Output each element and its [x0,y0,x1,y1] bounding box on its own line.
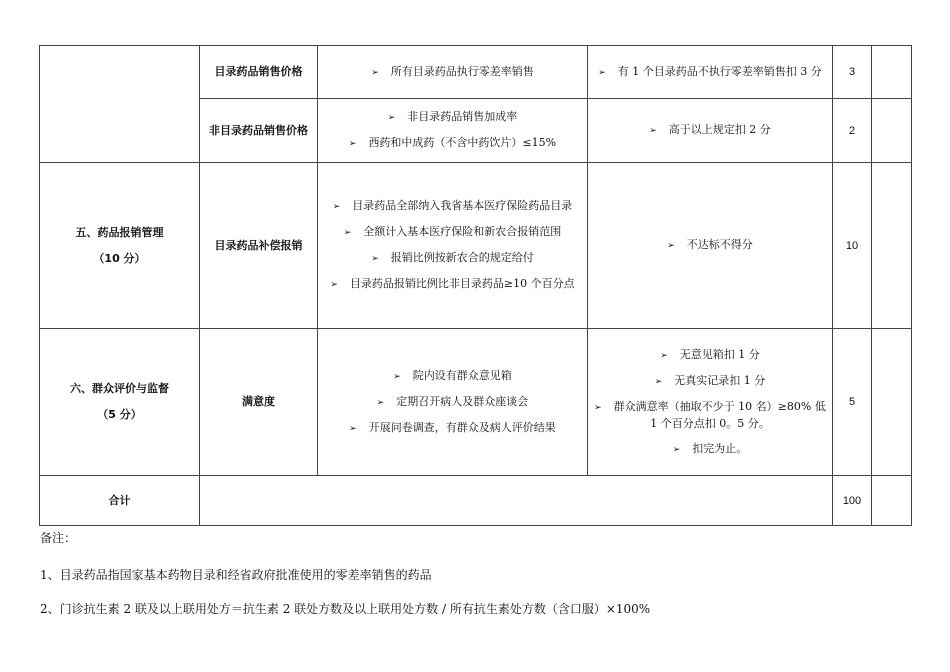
list-item: ➢ 有 1 个目录药品不执行零差率销售扣 3 分 [592,64,828,81]
arrowhead-bullet-icon: ➢ [330,280,338,290]
arrowhead-bullet-icon: ➢ [667,241,675,251]
total-label: 合计 [40,476,200,526]
evaluation-table [39,45,912,526]
list-item: ➢ 西药和中成药（不含中药饮片）≤15% [322,135,583,152]
list-item: ➢ 目录药品报销比例比非目录药品≥10 个百分点 [322,276,583,293]
deduction-cell [588,163,833,329]
total-blank-cell [200,476,833,526]
arrowhead-bullet-icon: ➢ [332,202,341,212]
standard-cell [318,163,588,329]
list-item: ➢ 定期召开病人及群众座谈会 [322,394,583,411]
arrowhead-bullet-icon: ➢ [371,254,379,264]
standard-cell [318,99,588,163]
total-row [40,476,912,526]
arrowhead-bullet-icon: ➢ [349,423,357,434]
category-cell: 五、药品报销管理 （10 分） [40,163,200,329]
deduction-cell [588,329,833,476]
actual-score-cell [872,476,912,526]
arrowhead-bullet-icon: ➢ [598,67,606,78]
note-item: 1、目录药品指国家基本药物目录和经省政府批准使用的零差率销售的药品 [40,568,432,582]
table-row [40,163,912,329]
arrowhead-bullet-icon: ➢ [343,228,352,238]
arrowhead-bullet-icon: ➢ [654,376,663,387]
subcategory-cell: 满意度 [200,329,318,476]
arrowhead-bullet-icon: ➢ [660,350,668,361]
actual-score-cell [872,99,912,163]
actual-score-cell [872,163,912,329]
note-item: 2、门诊抗生素 2 联及以上联用处方＝抗生素 2 联处方数及以上联用处方数 / 所有抗生素处方数（含口服）×100% [40,602,651,616]
score-cell: 2 [833,99,872,163]
subcategory-cell: 非目录药品销售价格 [200,99,318,163]
list-item: ➢ 目录药品全部纳入我省基本医疗保险药品目录 [322,198,583,215]
score-cell: 5 [833,329,872,476]
arrowhead-bullet-icon: ➢ [376,397,385,408]
table-row [40,46,912,99]
list-item: ➢ 所有目录药品执行零差率销售 [322,64,583,81]
deduction-cell [588,46,833,99]
arrowhead-bullet-icon: ➢ [594,402,602,413]
standard-cell [318,329,588,476]
deduction-cell [588,99,833,163]
arrowhead-bullet-icon: ➢ [393,371,401,382]
list-item: ➢ 非目录药品销售加成率 [322,109,583,126]
standard-cell [318,46,588,99]
list-item: ➢ 不达标不得分 [592,237,828,254]
category-cell: 六、群众评价与监督 （5 分） [40,329,200,476]
arrowhead-bullet-icon: ➢ [649,126,657,136]
score-cell: 3 [833,46,872,99]
list-item: ➢ 无真实记录扣 1 分 [592,373,828,390]
subcategory-cell: 目录药品销售价格 [200,46,318,99]
notes-heading: 备注： [40,531,77,545]
list-item: ➢ 报销比例按新农合的规定给付 [322,250,583,267]
list-item: ➢ 开展问卷调查，有群众及病人评价结果 [322,420,583,437]
list-item: ➢ 院内设有群众意见箱 [322,368,583,385]
arrowhead-bullet-icon: ➢ [672,444,681,455]
arrowhead-bullet-icon: ➢ [387,113,396,123]
total-score: 100 [833,476,872,526]
actual-score-cell [872,329,912,476]
score-cell: 10 [833,163,872,329]
table-row [40,329,912,476]
list-item: ➢ 群众满意率（抽取不少于 10 名）≥80% 低 1 个百分点扣 0。5 分。 [594,399,826,430]
arrowhead-bullet-icon: ➢ [371,67,379,78]
actual-score-cell [872,46,912,99]
list-item: ➢ 无意见箱扣 1 分 [592,347,828,364]
list-item: ➢ 高于以上规定扣 2 分 [592,122,828,139]
arrowhead-bullet-icon: ➢ [348,139,357,149]
list-item: ➢ 全额计入基本医疗保险和新农合报销范围 [322,224,583,241]
subcategory-cell: 目录药品补偿报销 [200,163,318,329]
category-cell-continued [40,46,200,163]
list-item: ➢ 扣完为止。 [592,441,828,458]
